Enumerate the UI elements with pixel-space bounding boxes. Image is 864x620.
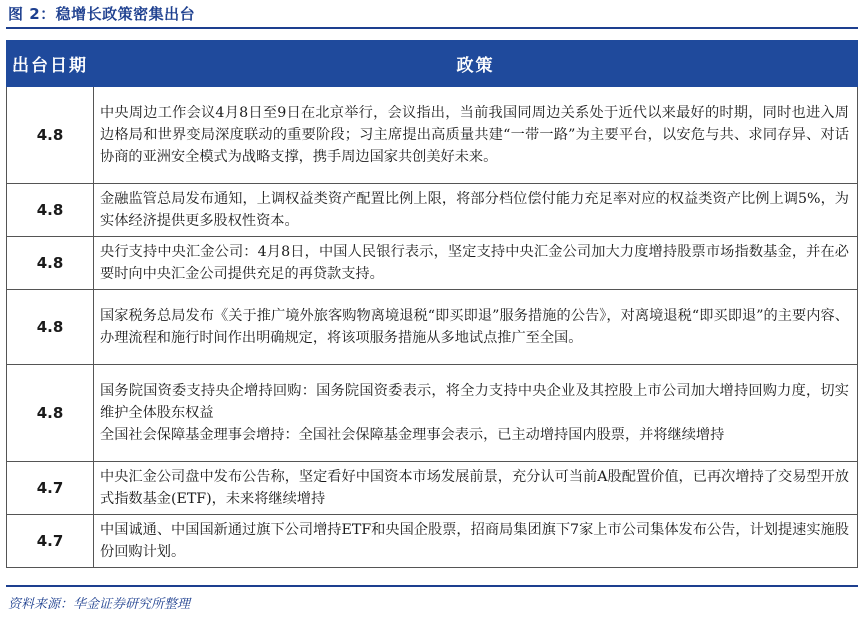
row-policy (94, 365, 858, 462)
row-policy (94, 515, 858, 568)
table-row (7, 365, 858, 462)
policy-text: 国家税务总局发布《关于推广境外旅客购物离境退税“即买即退”服务措施的公告》，对离境退税“即买即退”的主要内容、办理流程和施行时间作出明确规定，将该项服务措施从多地试点推广至全国。 (100, 308, 849, 346)
row-date: 4.7 (7, 462, 94, 515)
table-row (7, 290, 858, 365)
policy-text: 央行支持中央汇金公司：4月8日，中国人民银行表示，坚定支持中央汇金公司加大力度增持股票市场指数基金，并在必要时向中央汇金公司提供充足的再贷款支持。 (100, 244, 849, 282)
bottom-rule (6, 585, 858, 587)
header-date: 出台日期 (7, 41, 94, 87)
row-policy (94, 462, 858, 515)
row-policy (94, 184, 858, 237)
table-row (7, 237, 858, 290)
policy-text: 中央汇金公司盘中发布公告称，坚定看好中国资本市场发展前景，充分认可当前A股配置价值，已再次增持了交易型开放式指数基金(ETF)，未来将继续增持 (100, 469, 849, 507)
table-row (7, 184, 858, 237)
policy-text: 中国诚通、中国国新通过旗下公司增持ETF和央国企股票，招商局集团旗下7家上市公司集体发布公告，计划提速实施股份回购计划。 (100, 522, 849, 560)
policy-text: 全国社会保障基金理事会增持：全国社会保障基金理事会表示，已主动增持国内股票，并将继续增持 (100, 427, 725, 443)
policy-table (6, 40, 858, 568)
source-note: 资料来源：华金证券研究所整理 (8, 597, 191, 612)
policy-text: 中央周边工作会议4月8日至9日在北京举行，会议指出，当前我国同周边关系处于近代以来最好的时期，同时也进入周边格局和世界变局深度联动的重要阶段；习主席提出高质量共建“一带一路”为主要平台，以安危与共、求同存异、对话协商的亚洲安全模式为战略支撑，携手周边国家共创美好未来。 (100, 105, 849, 165)
row-date: 4.8 (7, 237, 94, 290)
row-date: 4.8 (7, 290, 94, 365)
policy-text: 金融监管总局发布通知，上调权益类资产配置比例上限，将部分档位偿付能力充足率对应的权益类资产比例上调5%，为实体经济提供更多股权性资本。 (100, 191, 849, 229)
row-policy (94, 237, 858, 290)
table-row (7, 87, 858, 184)
row-date: 4.8 (7, 184, 94, 237)
table-header-row (7, 41, 858, 87)
row-policy (94, 87, 858, 184)
table-row (7, 515, 858, 568)
table-row (7, 462, 858, 515)
row-date: 4.8 (7, 87, 94, 184)
row-policy (94, 290, 858, 365)
row-date: 4.7 (7, 515, 94, 568)
header-policy: 政策 (94, 41, 858, 87)
figure-title: 图 2：稳增长政策密集出台 (8, 5, 196, 23)
row-date: 4.8 (7, 365, 94, 462)
top-rule (6, 27, 858, 29)
policy-text: 国务院国资委支持央企增持回购：国务院国资委表示，将全力支持中央企业及其控股上市公司加大增持回购力度，切实维护全体股东权益 (100, 383, 849, 421)
